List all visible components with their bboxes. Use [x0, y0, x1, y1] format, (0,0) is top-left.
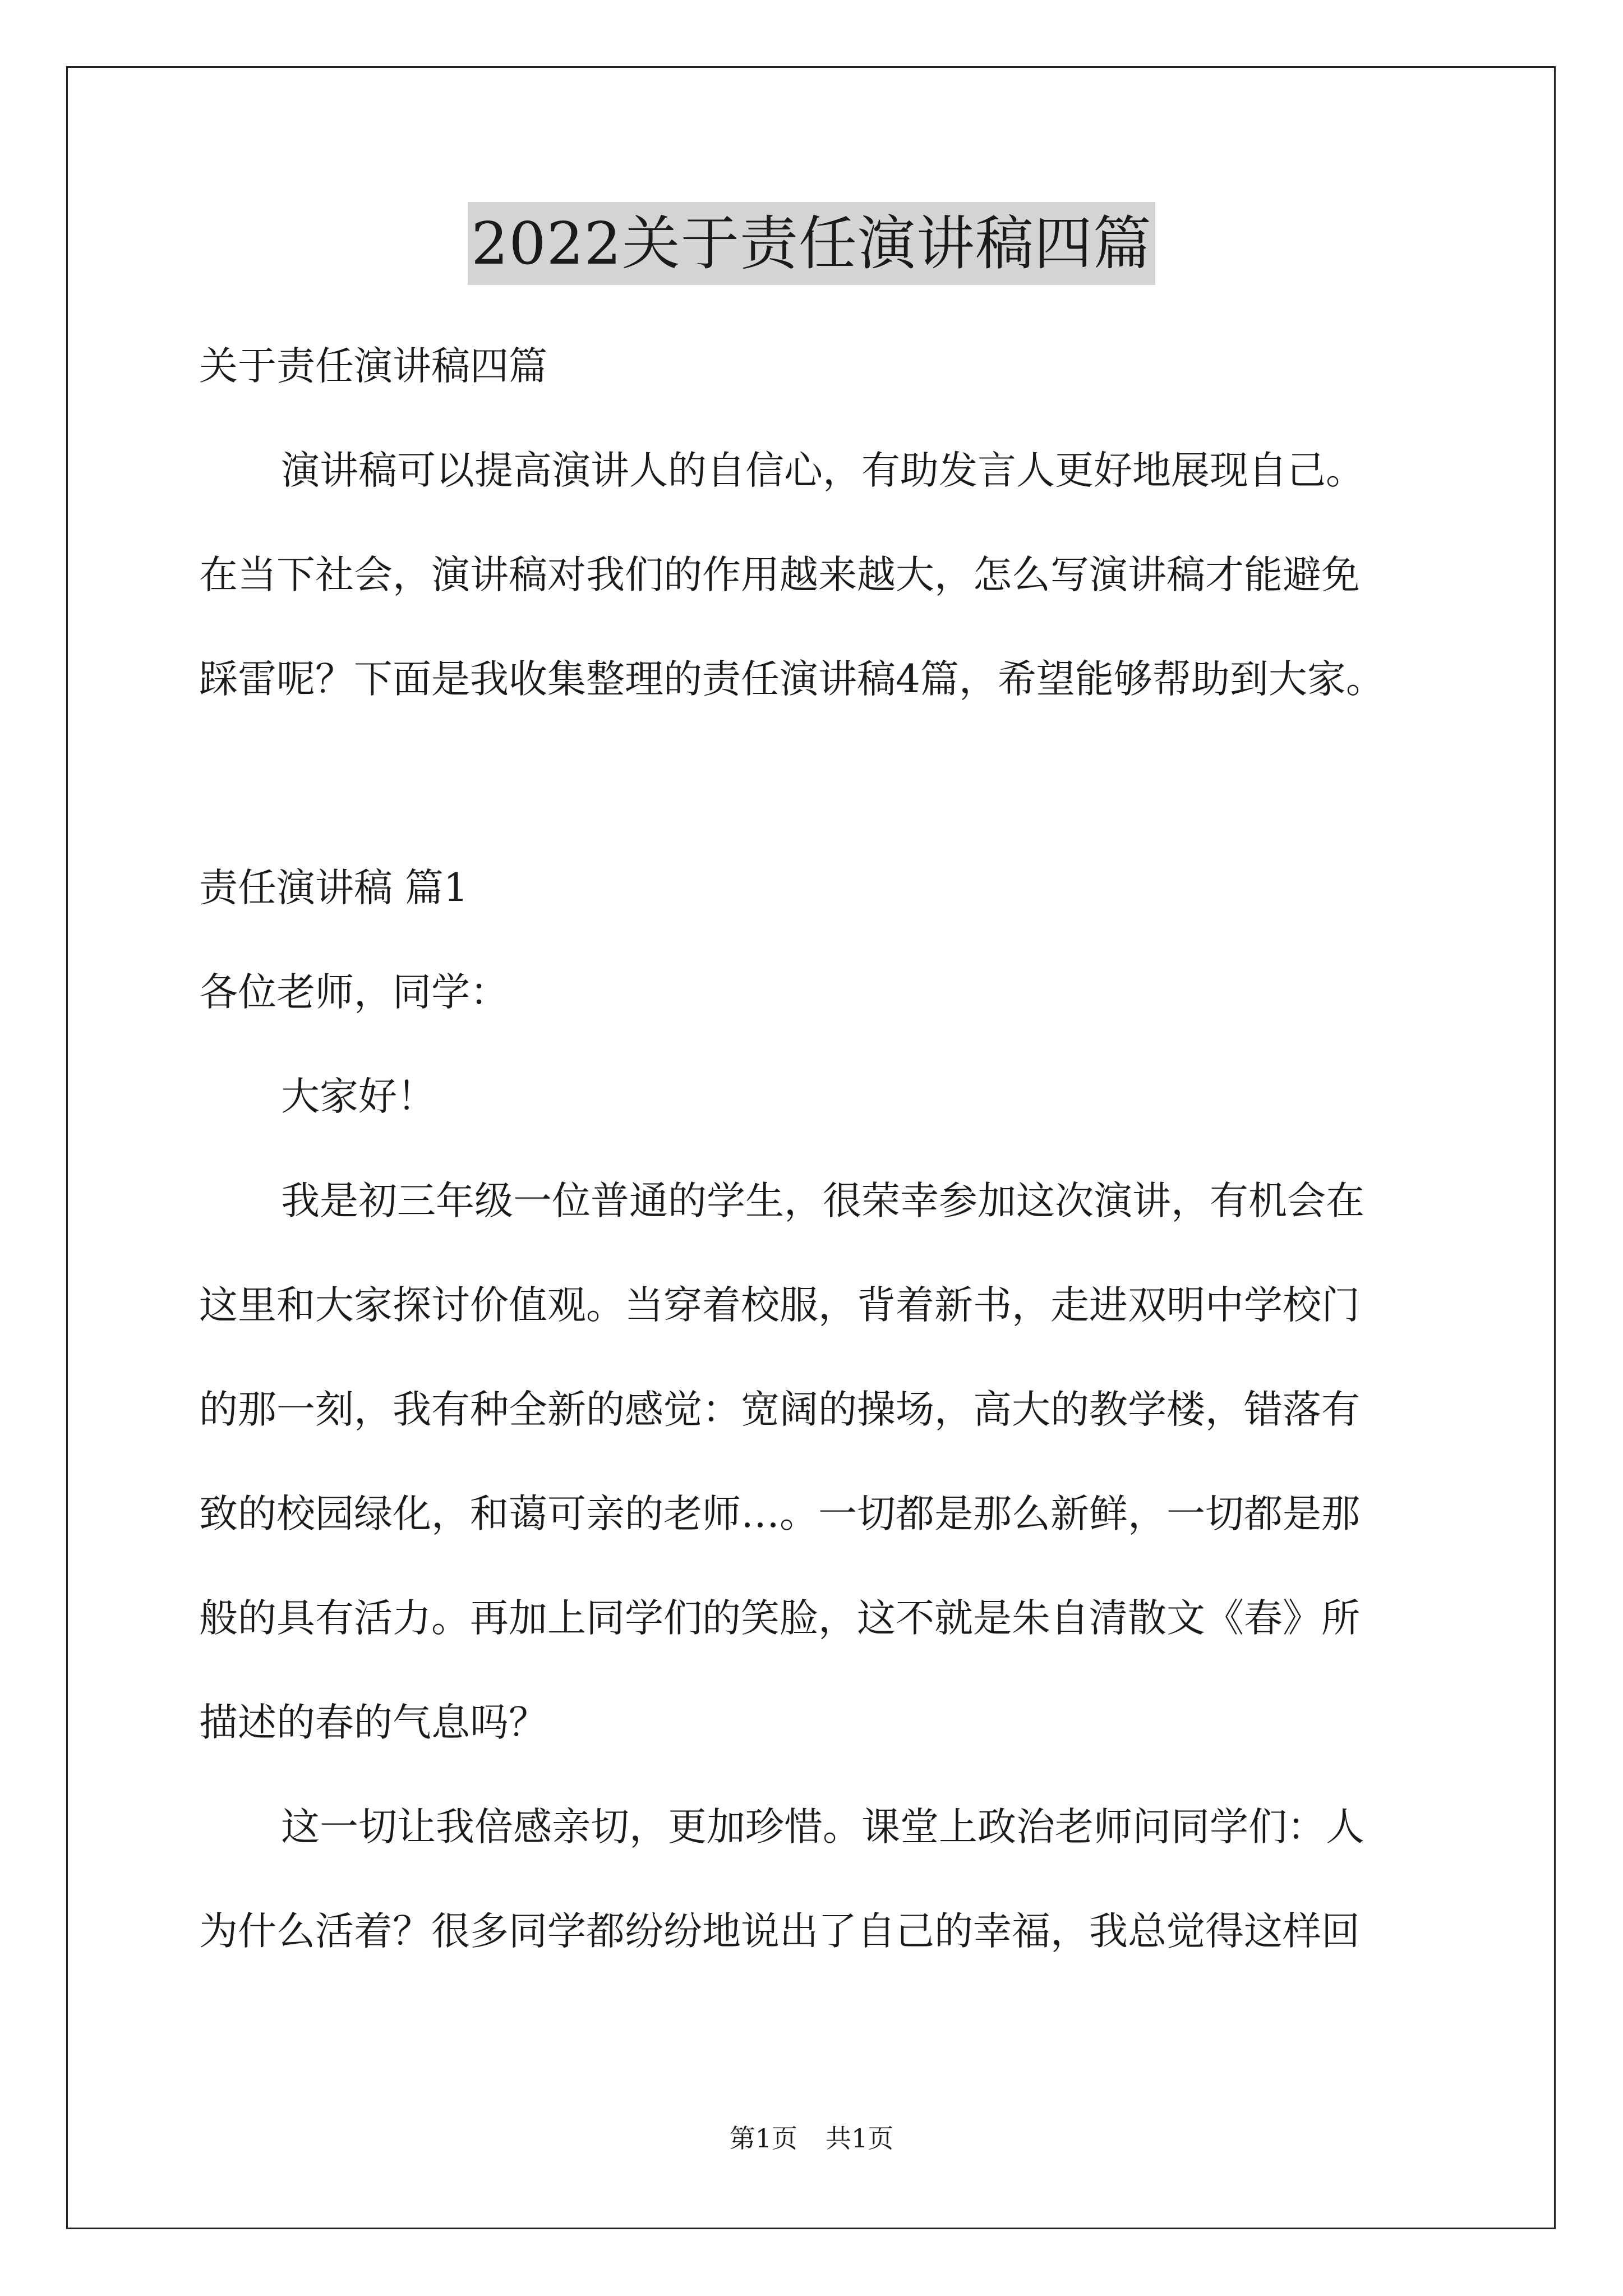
document-title: 2022关于责任演讲稿四篇: [468, 202, 1155, 285]
paragraph-line: 这里和大家探讨价值观。当穿着校服，背着新书，走进双明中学校门: [199, 1283, 1360, 1328]
paragraph-line: 致的校园绿化，和蔼可亲的老师…。一切都是那么新鲜，一切都是那: [199, 1492, 1360, 1536]
paragraph-line: 般的具有活力。再加上同学们的笑脸，这不就是朱自清散文《春》所: [199, 1596, 1360, 1641]
intro-line: 在当下社会，演讲稿对我们的作用越来越大，怎么写演讲稿才能避免: [199, 553, 1360, 597]
intro-line: 演讲稿可以提高演讲人的自信心，有助发言人更好地展现自己。: [281, 448, 1364, 493]
paragraph-line: 描述的春的气息吗？: [199, 1700, 547, 1745]
salutation: 各位老师，同学：: [199, 970, 509, 1015]
paragraph-line: 的那一刻，我有种全新的感觉：宽阔的操场，高大的教学楼，错落有: [199, 1387, 1360, 1432]
intro-line: 踩雷呢？下面是我收集整理的责任演讲稿4篇，希望能够帮助到大家。: [199, 657, 1385, 702]
page-total: 共1页: [826, 2123, 894, 2154]
section-heading: 责任演讲稿 篇1: [199, 866, 468, 910]
document-subtitle: 关于责任演讲稿四篇: [199, 344, 547, 389]
spacer: [199, 731, 1427, 836]
page-number: 第1页: [729, 2123, 797, 2154]
paragraph-line: 为什么活着？很多同学都纷纷地说出了自己的幸福，我总觉得这样回: [199, 1909, 1360, 1954]
page-footer: [0, 2122, 1623, 2155]
title-container: [0, 202, 1623, 285]
paragraph-line: 这一切让我倍感亲切，更加珍惜。课堂上政治老师问同学们：人: [281, 1805, 1364, 1849]
paragraph-line: 我是初三年级一位普通的学生，很荣幸参加这次演讲，有机会在: [281, 1179, 1364, 1223]
document-body: [199, 314, 1427, 1984]
greeting: 大家好！: [281, 1074, 436, 1119]
